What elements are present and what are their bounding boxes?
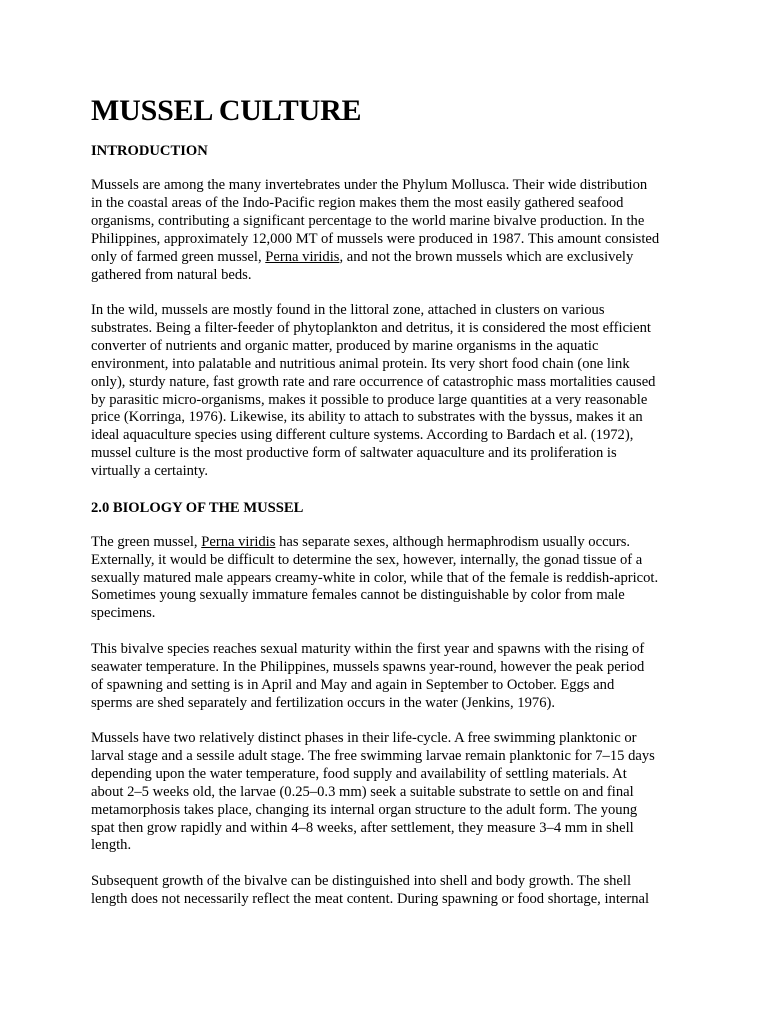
text-line: in the coastal areas of the Indo-Pacific region makes them the most easily gathered seafood [91,194,624,211]
section-heading-biology: 2.0 BIOLOGY OF THE MUSSEL [91,499,304,516]
paragraph-biology-3 [91,730,691,855]
text-line: Subsequent growth of the bivalve can be distinguished into shell and body growth. The shell [91,872,632,889]
text-line: by parasitic micro-organisms, makes it possible to produce large quantities at a very reasonable [91,391,648,408]
text-line: virtually a certainty. [91,463,208,480]
text-fragment: , and not the brown mussels which are exclusively [339,248,634,265]
text-line: sexually matured male appears creamy-white in color, while that of the female is reddish-apricot. [91,569,659,586]
text-line: length does not necessarily reflect the meat content. During spawning or food shortage, internal [91,890,650,907]
section-heading-introduction: INTRODUCTION [91,143,208,159]
text-line: Mussels have two relatively distinct phases in their life-cycle. A free swimming planktonic or [91,730,637,747]
text-fragment: The green mussel, [91,533,202,550]
text-line: converter of nutrients and organic matter, produced by marine organisms in the aquatic [91,337,599,354]
paragraph-intro-2 [91,302,691,481]
text-line: organisms, contributing a significant percentage to the world marine bivalve production. In the [91,212,645,229]
text-line: substrates. Being a filter-feeder of phytoplankton and detritus, it is considered the most efficient [91,319,651,336]
text-line: spat then grow rapidly and within 4–8 weeks, after settlement, they measure 3–4 mm in shell [91,819,634,836]
paragraph-intro-1 [91,177,691,284]
text-line: about 2–5 weeks old, the larvae (0.25–0.3 mm) seek a suitable substrate to settle on and final [91,783,634,800]
species-link-perna-viridis[interactable]: Perna viridis [265,248,340,265]
text-line: length. [91,837,132,854]
text-line: price (Korringa, 1976). Likewise, its ability to attach to substrates with the byssus, makes it an [91,409,643,426]
species-link-perna-viridis[interactable]: Perna viridis [201,533,276,550]
text-line: environment, into palatable and nutritious animal protein. Its very short food chain (one link [91,355,630,372]
text-line: mussel culture is the most productive form of saltwater aquaculture and its proliferation is [91,445,617,462]
text-line: This bivalve species reaches sexual maturity within the first year and spawns with the rising of [91,640,645,657]
text-line: seawater temperature. In the Philippines, mussels spawns year-round, however the peak period [91,658,645,675]
paragraph-biology-2 [91,641,691,713]
text-line: of spawning and setting is in April and May and again in September to October. Eggs and [91,676,615,693]
paragraph-biology-4 [91,873,691,909]
text-line: Externally, it would be difficult to determine the sex, however, internally, the gonad tissue of a [91,551,643,568]
text-fragment: only of farmed green mussel, [91,248,266,265]
text-line: ideal aquaculture species using different culture systems. According to Bardach et al. (1972), [91,427,634,444]
text-line: Mussels are among the many invertebrates under the Phylum Mollusca. Their wide distribution [91,177,648,193]
text-line: Philippines, approximately 12,000 MT of mussels were produced in 1987. This amount consisted [91,230,660,247]
text-line: sperms are shed separately and fertilization occurs in the water (Jenkins, 1976). [91,694,555,711]
paragraph-biology-1 [91,534,691,624]
text-line: specimens. [91,605,156,622]
text-line: Sometimes young sexually immature females cannot be distinguishable by color from male [91,587,625,604]
text-line: larval stage and a sessile adult stage. The free swimming larvae remain planktonic for 7–15 days [91,747,655,764]
text-line: gathered from natural beds. [91,266,252,283]
text-line: metamorphosis takes place, changing its internal organ structure to the adult form. The young [91,801,638,818]
text-fragment: has separate sexes, although hermaphrodism usually occurs. [275,533,631,550]
document-title: MUSSEL CULTURE [91,94,362,127]
text-line [91,534,691,552]
text-line [91,249,691,267]
text-line: In the wild, mussels are mostly found in the littoral zone, attached in clusters on various [91,302,605,319]
document-page [91,94,691,926]
text-line: depending upon the water temperature, food supply and availability of settling materials. At [91,765,627,782]
text-line: only), sturdy nature, fast growth rate and rare occurrence of catastrophic mass mortalities caused [91,373,656,390]
